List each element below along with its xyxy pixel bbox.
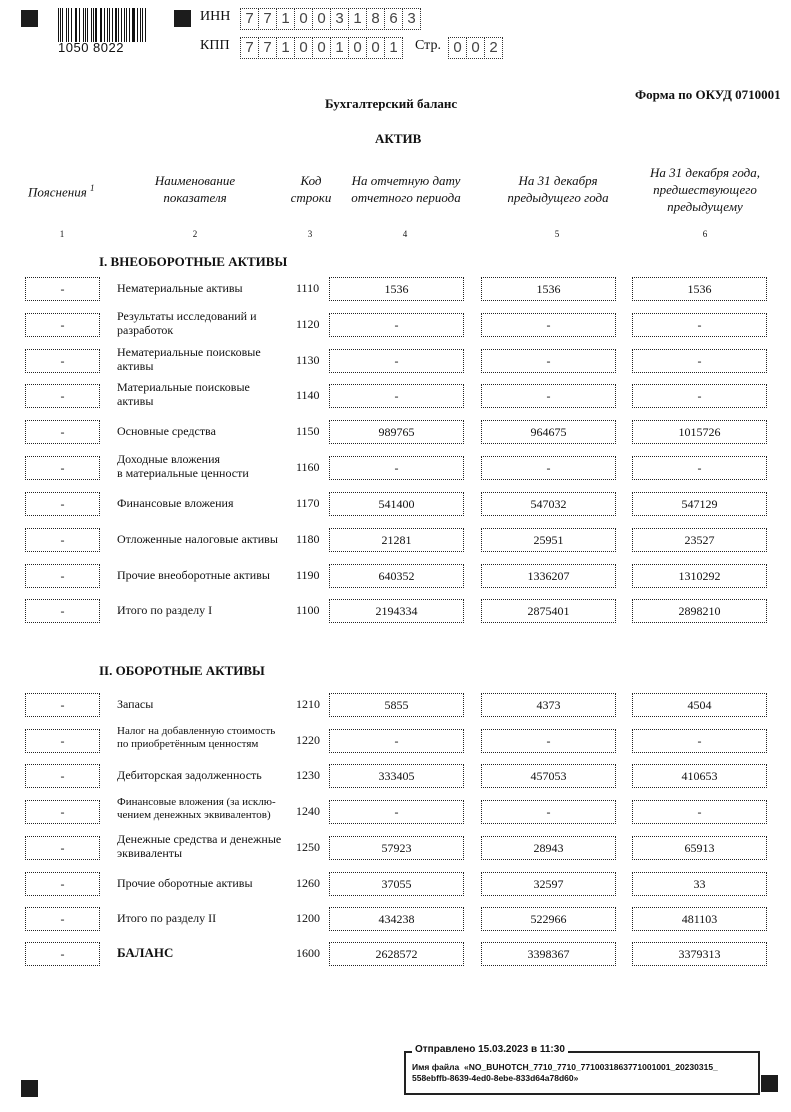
section-1-title: I. ВНЕОБОРОТНЫЕ АКТИВЫ	[99, 254, 288, 269]
row-code: 1240	[296, 804, 320, 818]
inn-digit: 0	[294, 8, 313, 30]
inn-digit: 1	[348, 8, 367, 30]
col-header-notes-text: Пояснения	[28, 184, 87, 200]
row-code: 1140	[296, 388, 320, 402]
row-name-line1: Итого по разделу II	[117, 911, 217, 925]
row-note-cell: -	[25, 729, 100, 753]
col-header-prev-year-line2: предыдущего года	[507, 190, 609, 205]
col-header-name-line1: Наименование	[154, 173, 236, 188]
row-name	[117, 603, 295, 617]
row-name-line1: Денежные средства и денежные	[117, 832, 282, 846]
row-value-current: 2194334	[329, 599, 464, 623]
barcode-bar	[118, 8, 119, 42]
row-value-current: 5855	[329, 693, 464, 717]
col-number-1: 1	[59, 229, 65, 239]
kpp-digit: 7	[258, 37, 277, 59]
row-name-line1: Дебиторская задолженность	[117, 768, 262, 782]
row-value-prev-year: 4373	[481, 693, 616, 717]
barcode-bar	[95, 8, 96, 42]
row-value-prev-prev-year: -	[632, 349, 767, 373]
barcode-bar	[109, 8, 110, 42]
col-header-prev-prev-line1: На 31 декабря года,	[649, 165, 761, 180]
registration-marker-bottom-left	[21, 1080, 38, 1097]
row-name-line1: Прочие оборотные активы	[117, 876, 253, 890]
row-code: 1120	[296, 317, 320, 331]
col-header-code-line1: Код	[300, 173, 322, 188]
row-code: 1230	[296, 768, 320, 782]
col-number-2: 2	[192, 229, 198, 239]
barcode-bar	[140, 8, 141, 42]
col-header-current-line1: На отчетную дату	[351, 173, 461, 188]
row-code: 1130	[296, 353, 320, 367]
kpp-digit: 1	[276, 37, 295, 59]
row-name	[117, 568, 295, 582]
row-note-cell: -	[25, 349, 100, 373]
row-note-cell: -	[25, 764, 100, 788]
row-value-prev-prev-year: -	[632, 313, 767, 337]
row-name	[117, 697, 295, 711]
row-note-cell: -	[25, 420, 100, 444]
row-name	[117, 424, 295, 438]
col-header-current	[336, 172, 476, 206]
barcode-bar	[101, 8, 102, 42]
kpp-digit: 1	[330, 37, 349, 59]
row-note-cell: -	[25, 492, 100, 516]
row-name-line1: Финансовые вложения (за исклю-	[117, 796, 276, 808]
inn-label: ИНН	[200, 9, 231, 24]
row-code: 1220	[296, 733, 320, 747]
row-name-line1: Запасы	[117, 697, 154, 711]
col-header-name	[140, 172, 250, 206]
row-value-prev-year: 1336207	[481, 564, 616, 588]
barcode-bar	[133, 8, 134, 42]
row-name-line2: разработок	[117, 323, 174, 337]
row-name-line1: Нематериальные поисковые	[117, 345, 261, 359]
kpp-digit: 0	[294, 37, 313, 59]
col-header-notes-footnote: 1	[90, 183, 95, 193]
col-header-name-line2: показателя	[163, 190, 227, 205]
row-value-prev-prev-year: 2898210	[632, 599, 767, 623]
row-value-current: 21281	[329, 528, 464, 552]
row-value-prev-prev-year: 481103	[632, 907, 767, 931]
barcode-bar	[126, 8, 127, 42]
row-name	[117, 946, 295, 960]
row-name-line1: Итого по разделу I	[117, 603, 213, 617]
row-value-prev-prev-year: -	[632, 800, 767, 824]
row-name	[117, 832, 295, 860]
row-note-cell: -	[25, 528, 100, 552]
row-note-cell: -	[25, 564, 100, 588]
row-value-prev-prev-year: 1015726	[632, 420, 767, 444]
row-value-prev-year: 3398367	[481, 942, 616, 966]
row-value-current: -	[329, 313, 464, 337]
stamp-file	[412, 1062, 758, 1084]
col-header-notes	[28, 180, 95, 200]
row-value-prev-prev-year: 33	[632, 872, 767, 896]
registration-marker-bottom-right	[761, 1075, 778, 1092]
col-header-prev-year-line1: На 31 декабря	[518, 173, 598, 188]
kpp-label: КПП	[200, 38, 230, 53]
stamp-file-label: Имя файла	[412, 1062, 460, 1072]
row-code: 1600	[296, 946, 320, 960]
barcode-bar	[79, 8, 80, 42]
row-value-prev-year: 25951	[481, 528, 616, 552]
row-value-prev-year: 1536	[481, 277, 616, 301]
row-name-line1: Доходные вложения	[117, 452, 221, 466]
row-name	[117, 532, 295, 546]
row-name	[117, 768, 295, 782]
document-title: Бухгалтерский баланс	[325, 96, 458, 111]
form-code: Форма по ОКУД 0710001	[635, 87, 781, 102]
row-value-prev-year: 547032	[481, 492, 616, 516]
side-title: АКТИВ	[375, 131, 422, 146]
row-note-cell: -	[25, 800, 100, 824]
row-value-current: 333405	[329, 764, 464, 788]
row-value-prev-prev-year: 410653	[632, 764, 767, 788]
row-note-cell: -	[25, 693, 100, 717]
page-digit: 0	[466, 37, 485, 59]
kpp-field	[240, 37, 402, 59]
row-value-current: 2628572	[329, 942, 464, 966]
row-code: 1250	[296, 840, 320, 854]
row-note-cell: -	[25, 907, 100, 931]
row-value-prev-prev-year: 547129	[632, 492, 767, 516]
col-number-4: 4	[402, 229, 408, 239]
kpp-digit: 0	[366, 37, 385, 59]
row-value-prev-prev-year: 1310292	[632, 564, 767, 588]
row-name-line1: Нематериальные активы	[117, 281, 243, 295]
row-name-line2: активы	[117, 394, 154, 408]
inn-digit: 1	[276, 8, 295, 30]
row-name	[117, 281, 295, 295]
row-value-prev-year: -	[481, 384, 616, 408]
page-digit: 2	[484, 37, 503, 59]
inn-digit: 7	[258, 8, 277, 30]
row-value-prev-year: 522966	[481, 907, 616, 931]
row-name-line2: чением денежных эквивалентов)	[117, 809, 271, 821]
row-name-line1: Материальные поисковые	[117, 380, 250, 394]
inn-field	[240, 8, 420, 30]
row-code: 1160	[296, 460, 320, 474]
row-name	[117, 380, 295, 408]
row-value-prev-year: 457053	[481, 764, 616, 788]
row-note-cell: -	[25, 836, 100, 860]
row-name	[117, 309, 295, 337]
row-name-line1: БАЛАНС	[117, 945, 174, 960]
row-value-prev-year: 32597	[481, 872, 616, 896]
row-name-line1: Результаты исследований и	[117, 309, 257, 323]
row-value-prev-year: -	[481, 800, 616, 824]
inn-digit: 3	[402, 8, 421, 30]
row-note-cell: -	[25, 384, 100, 408]
row-value-prev-year: -	[481, 456, 616, 480]
row-value-current: 989765	[329, 420, 464, 444]
row-value-current: -	[329, 729, 464, 753]
row-value-prev-prev-year: 3379313	[632, 942, 767, 966]
row-value-current: -	[329, 800, 464, 824]
col-number-5: 5	[554, 229, 560, 239]
row-note-cell: -	[25, 872, 100, 896]
row-code: 1210	[296, 697, 320, 711]
row-name	[117, 496, 295, 510]
row-note-cell: -	[25, 313, 100, 337]
row-name-line1: Финансовые вложения	[117, 496, 234, 510]
kpp-digit: 0	[348, 37, 367, 59]
stamp-sent: Отправлено 15.03.2023 в 11:30	[412, 1044, 568, 1055]
row-value-current: 541400	[329, 492, 464, 516]
barcode-bar	[83, 8, 84, 42]
row-code: 1170	[296, 496, 320, 510]
col-header-prev-year	[490, 172, 626, 206]
row-value-current: -	[329, 456, 464, 480]
row-name	[117, 876, 295, 890]
row-name-line2: в материальные ценности	[117, 466, 249, 480]
row-value-prev-year: -	[481, 349, 616, 373]
col-header-code-line2: строки	[290, 190, 332, 205]
barcode-bar	[58, 8, 59, 42]
row-value-prev-year: 964675	[481, 420, 616, 444]
row-value-prev-year: 2875401	[481, 599, 616, 623]
row-name	[117, 911, 295, 925]
col-header-prev-prev-year	[630, 164, 780, 215]
registration-marker-top-middle	[174, 10, 191, 27]
row-note-cell: -	[25, 277, 100, 301]
barcode-bar	[71, 8, 72, 42]
submission-stamp	[404, 1044, 760, 1095]
row-code: 1200	[296, 911, 320, 925]
stamp-file-name-1: «NO_BUHOTCH_7710_7710_7710031863771001001_20230315_	[463, 1062, 718, 1072]
row-name-line1: Отложенные налоговые активы	[117, 532, 278, 546]
row-value-current: -	[329, 384, 464, 408]
row-name	[117, 452, 295, 480]
row-value-prev-prev-year: 4504	[632, 693, 767, 717]
row-value-prev-prev-year: -	[632, 456, 767, 480]
row-name-line2: эквиваленты	[117, 846, 183, 860]
row-name-line2: активы	[117, 359, 154, 373]
row-value-prev-prev-year: -	[632, 384, 767, 408]
row-name-line2: по приобретённым ценностям	[117, 738, 259, 750]
inn-digit: 0	[312, 8, 331, 30]
page-number-field	[448, 37, 502, 59]
row-value-current: 434238	[329, 907, 464, 931]
kpp-digit: 1	[384, 37, 403, 59]
row-value-prev-prev-year: -	[632, 729, 767, 753]
row-name-line1: Основные средства	[117, 424, 216, 438]
inn-digit: 3	[330, 8, 349, 30]
barcode-bar	[91, 8, 92, 42]
row-value-prev-prev-year: 1536	[632, 277, 767, 301]
col-number-3: 3	[307, 229, 313, 239]
barcode-bar	[66, 8, 67, 42]
row-code: 1110	[296, 281, 320, 295]
row-name	[117, 796, 295, 822]
page-digit: 0	[448, 37, 467, 59]
row-value-prev-year: 28943	[481, 836, 616, 860]
stamp-file-name-2: 558ebffb-8639-4ed0-8ebe-833d64a78d60»	[412, 1073, 579, 1083]
col-number-6: 6	[702, 229, 708, 239]
page-label: Стр.	[415, 38, 441, 53]
registration-marker-top-left	[21, 10, 38, 27]
row-value-current: -	[329, 349, 464, 373]
col-header-prev-prev-line2: предшествующего	[653, 182, 757, 197]
col-header-current-line2: отчетного периода	[351, 190, 461, 205]
row-name-line1: Прочие внеоборотные активы	[117, 568, 270, 582]
row-name-line1: Налог на добавленную стоимость	[117, 725, 276, 737]
row-value-prev-year: -	[481, 729, 616, 753]
inn-digit: 7	[240, 8, 259, 30]
row-value-prev-prev-year: 23527	[632, 528, 767, 552]
row-note-cell: -	[25, 942, 100, 966]
kpp-digit: 7	[240, 37, 259, 59]
row-name	[117, 345, 295, 373]
col-header-prev-prev-line3: предыдущему	[667, 199, 743, 214]
barcode-bar	[115, 8, 116, 42]
barcode	[58, 8, 148, 42]
row-code: 1260	[296, 876, 320, 890]
inn-digit: 8	[366, 8, 385, 30]
row-value-current: 37055	[329, 872, 464, 896]
col-header-code	[283, 172, 339, 206]
row-code: 1150	[296, 424, 320, 438]
kpp-digit: 0	[312, 37, 331, 59]
row-value-prev-year: -	[481, 313, 616, 337]
row-value-current: 57923	[329, 836, 464, 860]
row-value-prev-prev-year: 65913	[632, 836, 767, 860]
row-code: 1100	[296, 603, 320, 617]
row-name	[117, 725, 295, 751]
row-note-cell: -	[25, 599, 100, 623]
row-code: 1180	[296, 532, 320, 546]
inn-digit: 6	[384, 8, 403, 30]
row-code: 1190	[296, 568, 320, 582]
row-note-cell: -	[25, 456, 100, 480]
row-value-current: 1536	[329, 277, 464, 301]
barcode-number: 1050 8022	[58, 40, 124, 55]
row-value-current: 640352	[329, 564, 464, 588]
section-2-title: II. ОБОРОТНЫЕ АКТИВЫ	[99, 663, 265, 678]
